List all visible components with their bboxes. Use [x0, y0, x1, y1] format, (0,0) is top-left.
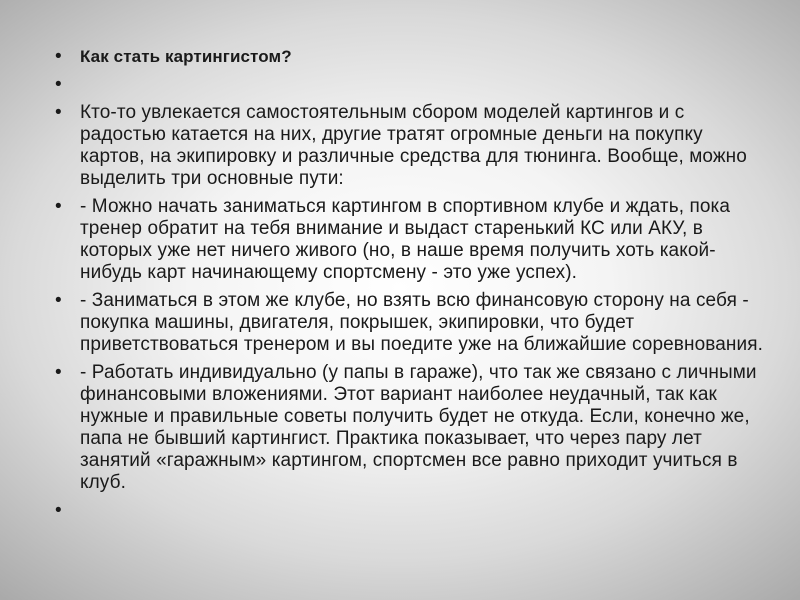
list-item-way-2 [46, 290, 766, 356]
list-item-text: - Можно начать заниматься картингом в спортивном клубе и ждать, пока тренер обратит на тебя внимание и выдаст старенький КС или АКУ, в которых уже нет ничего живого (но, в наше время получить хоть какой-нибудь карт начинающему спортсмену - это уже успех). [80, 196, 731, 283]
list-item-empty [46, 74, 766, 96]
bullet-icon: • [55, 362, 62, 383]
slide-heading: Как стать картингистом? [80, 47, 292, 66]
list-item-text: Кто-то увлекается самостоятельным сбором моделей картингов и с радостью катается на них, другие тратят огромные деньги на покупку картов, на экипировку и различные средства для тюнинга. Вообще, можно выделить три основные пути: [80, 102, 747, 189]
bullet-icon: • [55, 46, 62, 67]
list-item-title [46, 46, 766, 68]
list-item-text: - Заниматься в этом же клубе, но взять всю финансовую сторону на себя - покупка машины, двигателя, покрышек, экипировки, что будет приветствоваться тренером и вы поедите уже на ближайшие соревнования. [80, 290, 763, 355]
list-item-way-3 [46, 362, 766, 494]
bullet-icon: • [55, 102, 62, 123]
bullet-icon: • [55, 290, 62, 311]
bullet-icon: • [55, 74, 62, 95]
list-item-way-1 [46, 196, 766, 284]
list-item-intro [46, 102, 766, 190]
list-item-empty [46, 500, 766, 522]
bullet-icon: • [55, 500, 62, 521]
bullet-list [46, 46, 766, 528]
bullet-icon: • [55, 196, 62, 217]
list-item-text: - Работать индивидуально (у папы в гараже), что так же связано с личными финансовыми вложениями. Этот вариант наиболее неудачный, так как нужные и правильные советы получить будет не откуда. Если, конечно же, папа не бывший картингист. Практика показывает, что через пару лет занятий «гаражным» картингом, спортсмен все равно приходит учиться в клуб. [80, 362, 757, 493]
